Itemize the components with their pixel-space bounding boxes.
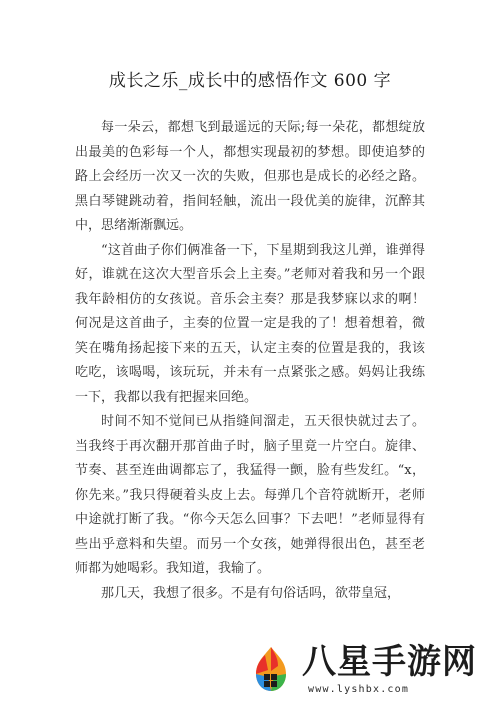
flame-logo-icon <box>248 644 294 696</box>
watermark-name: 八星手游网 <box>302 642 477 682</box>
paragraph: 每一朵云，都想飞到最遥远的天际;每一朵花，都想绽放出最美的色彩每一个人，都想实现最初的梦想。即使追梦的路上会经历一次又一次的失败，但那也是成长的必经之路。黑白琴键跳动着，指间轻触，流出一段优美的旋律，沉醉其中，思绪渐渐飘远。 <box>75 120 425 233</box>
article-body <box>75 116 425 606</box>
paragraph: 时间不知不觉间已从指缝间溜走，五天很快就过去了。当我终于再次翻开那首曲子时，脑子里竟一片空白。旋律、节奏、甚至连曲调都忘了，我猛得一颤，脸有些发红。“x，你先来。”我只得硬着头皮上去。每弹几个音符就断开，老师中途就打断了我。“你今天怎么回事？下去吧！”老师显得有些出乎意料和失望。而另一个女孩，她弹得很出色，甚至老师都为她喝彩。我知道，我输了。 <box>75 414 425 576</box>
watermark <box>244 642 494 702</box>
page-title: 成长之乐_成长中的感悟作文 600 字 <box>108 71 392 91</box>
watermark-url: www.lyshbx.com <box>308 684 410 695</box>
paragraph: 那几天，我想了很多。不是有句俗话吗，欲带皇冠， <box>101 585 401 601</box>
paragraph: “这首曲子你们俩准备一下，下星期到我这儿弹，谁弹得好，谁就在这次大型音乐会上主奏。”老师对着我和另一个跟我年龄相仿的女孩说。音乐会主奏？那是我梦寐以求的啊！何况是这首曲子，主奏的位置一定是我的了！想着想着，微笑在嘴角扬起接下来的五天，认定主奏的位置是我的，我该吃吃，该喝喝，该玩玩，并未有一点紧张之感。妈妈让我练一下，我都以我有把握来回绝。 <box>75 242 425 405</box>
